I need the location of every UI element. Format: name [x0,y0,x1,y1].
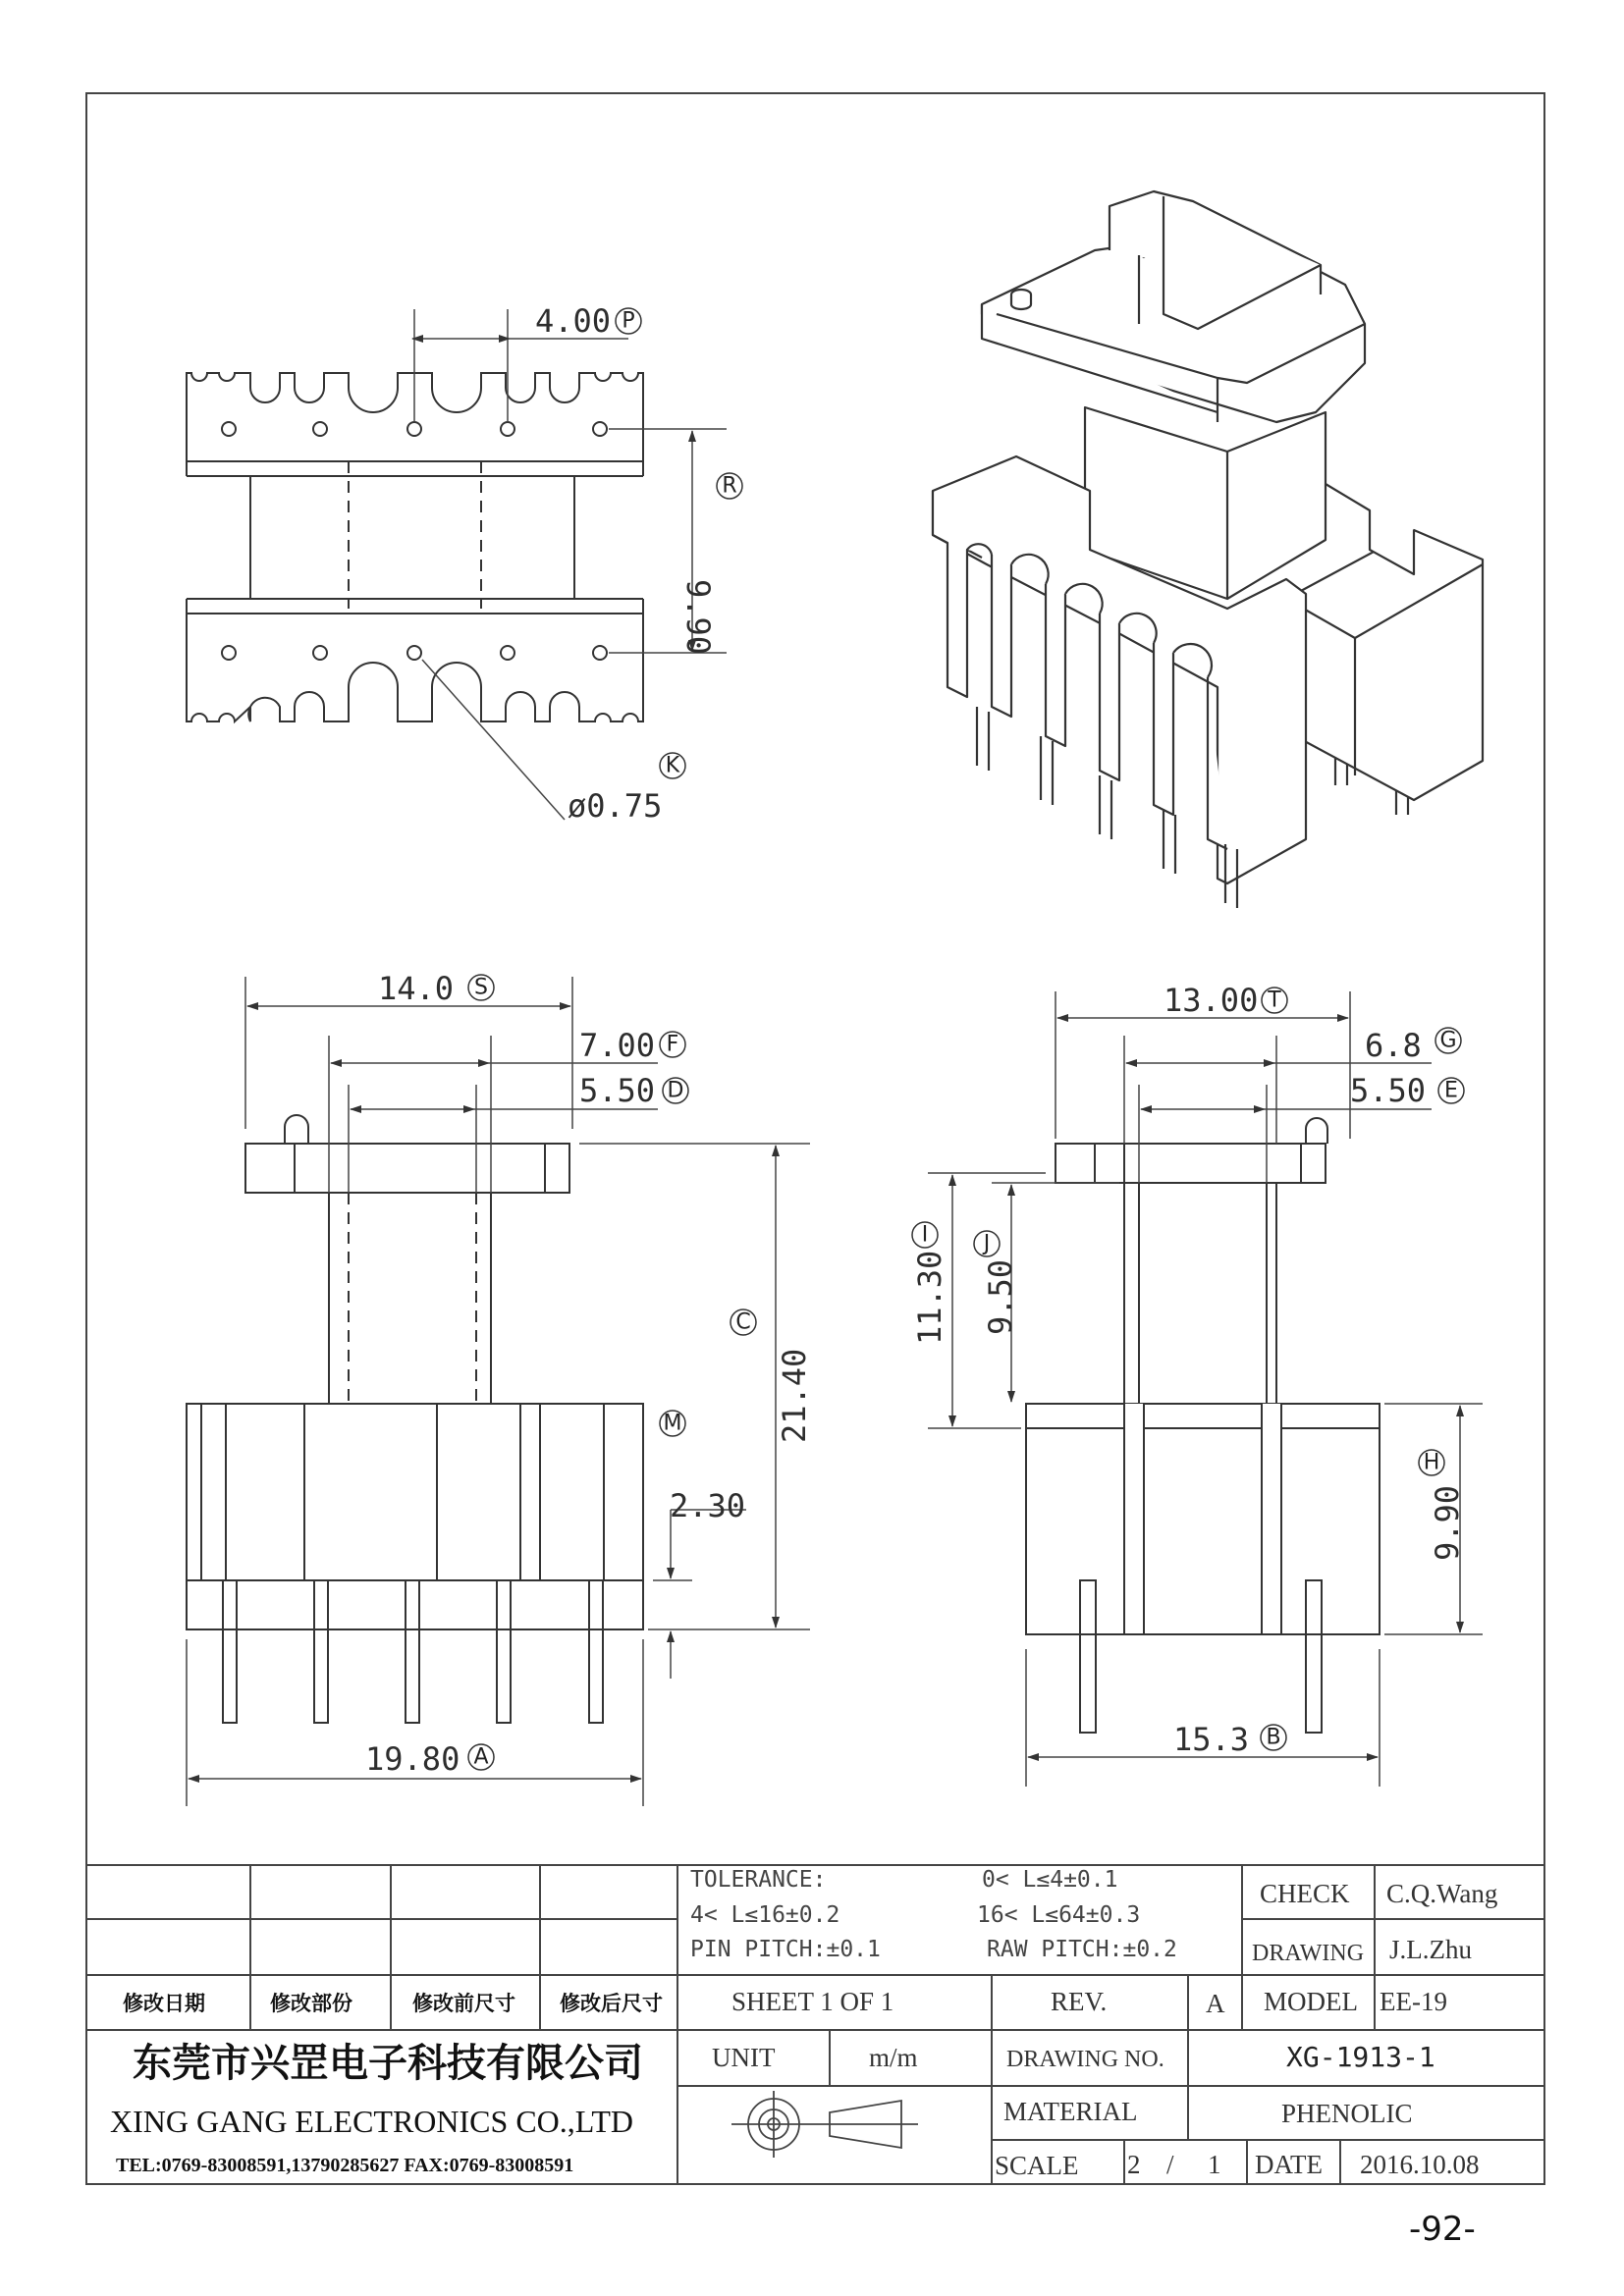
isometric-view [933,191,1483,908]
dim-R [679,473,742,655]
dim-M-tag: M [663,1411,682,1436]
scale-separator: / [1166,2150,1174,2179]
dim-R-tag: R [722,473,737,499]
dim-C [731,1309,813,1443]
model-value: EE-19 [1380,1987,1447,2016]
projection-symbol [731,2091,918,2158]
company-contact: TEL:0769-83008591,13790285627 FAX:0769-83008591 [116,2155,574,2176]
side-view-dimensions [928,991,1483,1787]
company-name-cn: 东莞市兴罡电子科技有限公司 [133,2040,643,2086]
rev-label: REV. [1051,1987,1108,2016]
check-value: C.Q.Wang [1386,1879,1498,1908]
dim-D-tag: D [667,1078,684,1103]
dim-P [535,302,641,340]
dim-A-tag: A [473,1744,489,1770]
tolerance-rule-1: 0< L≤4±0.1 [982,1867,1118,1893]
dim-T [1164,982,1287,1019]
revision-header-before: 修改前尺寸 [412,1992,515,2015]
tolerance-rule-3: 16< L≤64±0.3 [977,1902,1141,1928]
dim-A [365,1740,494,1778]
drawing-label: DRAWING [1252,1941,1365,1966]
date-label: DATE [1255,2150,1323,2179]
dim-C-tag: C [735,1309,751,1335]
dim-B [1173,1721,1286,1758]
dim-G-value: 6.8 [1365,1027,1422,1064]
dim-G-tag: G [1439,1028,1457,1053]
drawing-no-value: XG-1913-1 [1286,2041,1435,2073]
scale-label: SCALE [995,2151,1079,2180]
dim-P-value: 4.00 [535,302,612,340]
dim-I-value: 11.30 [911,1250,948,1345]
rev-value: A [1206,1989,1225,2018]
tolerance-rule-2: 4< L≤16±0.2 [690,1902,840,1928]
dim-F [579,1027,685,1064]
front-view [187,1115,643,1723]
dim-J [974,1231,1019,1335]
dim-I [911,1222,948,1345]
page-number: -92- [1409,2210,1476,2249]
date-value: 2016.10.08 [1360,2150,1480,2179]
dim-T-tag: T [1268,988,1281,1013]
dim-R-value: 9.90 [679,579,717,656]
tolerance-box [690,1867,1177,1962]
revision-header-date: 修改日期 [123,1992,205,2015]
dim-I-tag: I [921,1222,929,1248]
dim-C-value: 21.40 [776,1348,813,1443]
sheet-info: SHEET 1 OF 1 [731,1987,894,2016]
dim-S-tag: S [474,975,488,1000]
top-view-dimensions [412,309,727,820]
dim-T-value: 13.00 [1164,982,1259,1019]
dim-G [1365,1027,1461,1064]
dim-E-value: 5.50 [1350,1072,1427,1109]
dim-A-value: 19.80 [365,1740,460,1778]
pin-pitch: PIN PITCH:±0.1 [690,1937,881,1962]
dim-M-value: 2.30 [670,1487,746,1524]
dim-K [568,753,685,825]
dim-K-value: ø0.75 [568,787,663,825]
revision-header-part: 修改部份 [270,1992,352,2015]
dim-F-value: 7.00 [579,1027,656,1064]
tolerance-label: TOLERANCE: [690,1867,827,1893]
dim-B-tag: B [1266,1725,1281,1750]
company-name-en: XING GANG ELECTRONICS CO.,LTD [110,2104,634,2139]
dim-S-value: 14.0 [378,970,455,1007]
side-view [1026,1118,1380,1733]
model-label: MODEL [1264,1987,1358,2016]
dim-S [378,970,494,1007]
drawing-value: J.L.Zhu [1389,1935,1472,1964]
dim-F-tag: F [666,1032,679,1057]
dim-E [1350,1072,1464,1109]
unit-label: UNIT [712,2043,776,2072]
scale-denominator: 1 [1208,2150,1221,2179]
dim-H [1419,1450,1466,1561]
unit-value: m/m [869,2043,918,2072]
top-view [187,373,643,721]
dim-J-tag: J [983,1231,991,1256]
scale-number: 2 [1127,2150,1141,2179]
dim-D-value: 5.50 [579,1072,656,1109]
dim-D [579,1072,688,1109]
material-label: MATERIAL [1003,2097,1138,2126]
material-value: PHENOLIC [1281,2099,1413,2128]
dim-E-tag: E [1444,1078,1458,1103]
dim-B-value: 15.3 [1173,1721,1250,1758]
dim-M [660,1411,745,1524]
dim-P-tag: P [622,308,635,334]
front-view-dimensions [187,977,810,1806]
check-label: CHECK [1260,1879,1350,1908]
dim-K-tag: K [665,753,680,778]
dim-H-tag: H [1423,1450,1440,1475]
raw-pitch: RAW PITCH:±0.2 [987,1937,1177,1962]
drawing-no-label: DRAWING NO. [1006,2047,1164,2072]
revision-header-after: 修改后尺寸 [560,1992,663,2015]
dim-H-value: 9.90 [1429,1484,1466,1561]
dim-J-value: 9.50 [982,1258,1019,1335]
